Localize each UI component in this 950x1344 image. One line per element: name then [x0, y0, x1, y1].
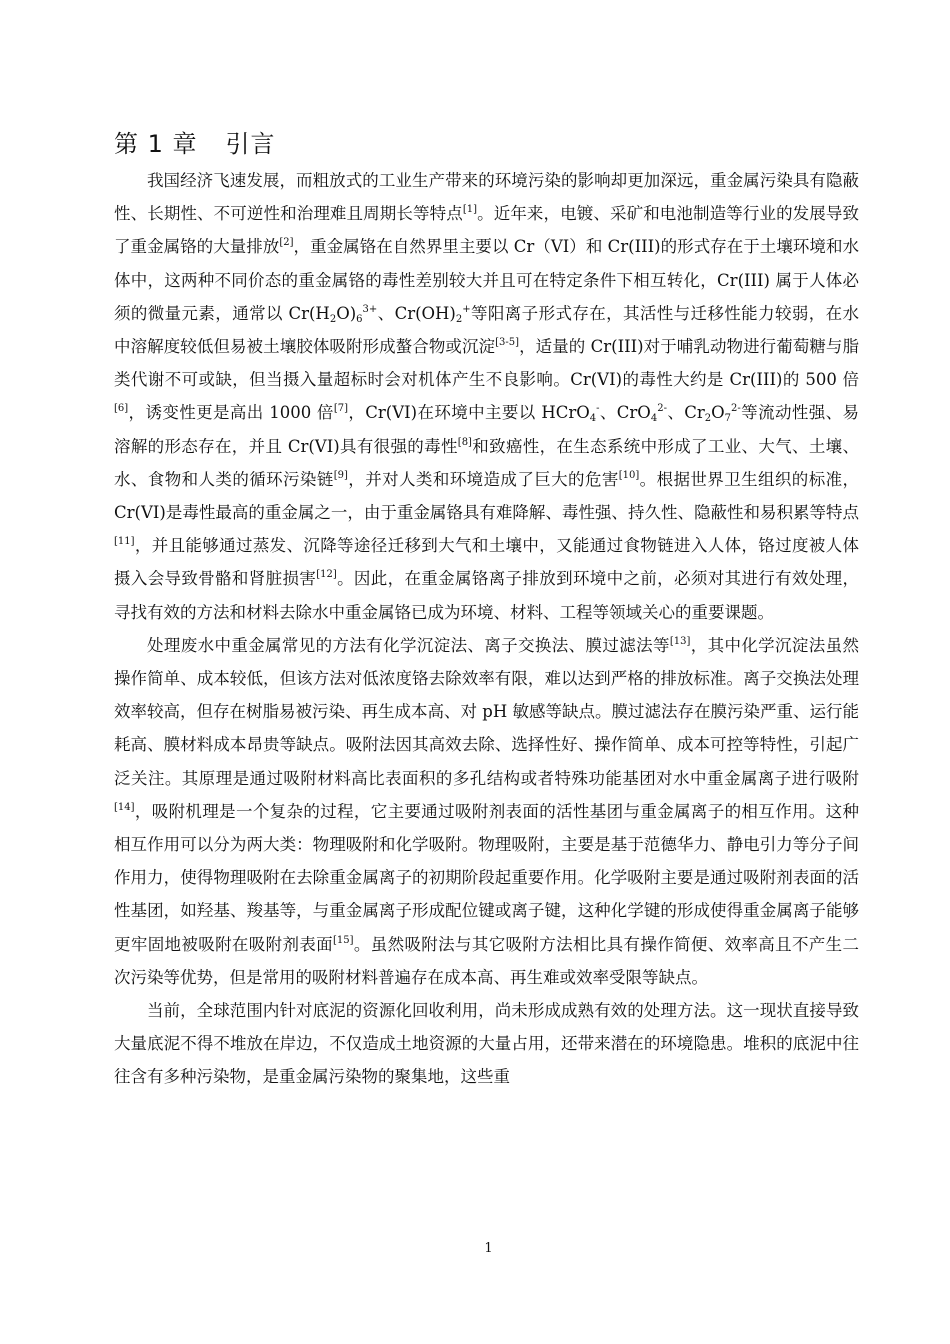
text-run: 等流动性强、易溶解的形态存在，并且 Cr(VI)具有很强的毒性: [114, 403, 860, 456]
text-run: ，Cr(VI)在环境中主要以 HCrO: [347, 403, 590, 423]
text-run: 。近年来，电镀、采矿和电池制造等行业的发展导致了重金属铬的大量排放: [114, 204, 860, 257]
text-run: ，吸附机理是一个复杂的过程，它主要通过吸附剂表面的活性基团与重金属离子的相互作用。这种相互作用可以分为两大类：物理吸附和化学吸附。物理吸附，主要是基于范德华力、静电引力等分子间作用力，使得物理吸附在去除重金属离子的初期阶段起重要作用。化学吸附主要是通过吸附剂表面的活性基团，如羟基、羧基等，与重金属离子形成配位键或离子键，这种化学键的形成使得重金属离子能够更牢固地被吸附在吸附剂表面: [114, 801, 859, 954]
subscript: 6: [356, 313, 363, 325]
paragraph-2: [114, 629, 859, 994]
page-number: 1: [484, 1241, 493, 1256]
subscript: 7: [724, 413, 732, 425]
text-run: 和致癌性，在生态系统中形成了工业、大气、土壤、水、食物和人类的循环污染链: [114, 436, 859, 489]
subscript: 4: [650, 413, 658, 425]
text-run: 当前，全球范围内针对底泥的资源化回收利用，尚未形成成熟有效的处理方法。这一现状直接导致大量底泥不得不堆放在岸边，不仅造成土地资源的大量占用，还带来潜在的环境隐患。堆积的底泥中往往含有多种污染物，是重金属污染物的聚集地，这些重: [114, 1001, 859, 1087]
text-run: 、Cr(OH): [377, 303, 456, 323]
text-run: 。虽然吸附法与其它吸附方法相比具有操作简便、效率高且不产生二次污染等优势，但是常用的吸附材料普遍存在成本高、再生难或效率受限等缺点。: [114, 934, 860, 987]
chapter-number: 第 1 章: [114, 130, 198, 158]
text-run: O: [711, 403, 725, 423]
text-run: 、CrO: [599, 403, 651, 423]
text-run: ，重金属铬在自然界里主要以 Cr（VI）和 Cr(III)的形式存在于土壤环境和水体中，这两种不同价态的重金属铬的毒性差别较大并且可在特定条件下相互转化，Cr(III) 属于人体必须的微量元素，通常以 Cr(H: [114, 237, 859, 323]
chapter-heading: [114, 124, 276, 159]
superscript: 2-: [657, 403, 667, 415]
text-run: 、Cr: [666, 403, 705, 423]
citation-ref: [2]: [279, 237, 294, 249]
citation-ref: [9]: [333, 469, 348, 481]
subscript: 2: [329, 313, 337, 325]
paragraph-1: [114, 164, 859, 629]
text-run: ，并对人类和环境造成了巨大的危害: [347, 469, 619, 489]
text-run: O): [336, 303, 357, 323]
citation-ref: [8]: [457, 436, 472, 448]
citation-ref: [6]: [114, 403, 129, 415]
text-run: 处理废水中重金属常见的方法有化学沉淀法、离子交换法、膜过滤法等: [147, 635, 670, 655]
superscript: -: [596, 403, 600, 415]
citation-ref: [1]: [462, 204, 477, 216]
citation-ref: [15]: [333, 934, 354, 946]
citation-ref: [10]: [618, 469, 640, 481]
citation-ref: [14]: [114, 801, 135, 813]
citation-ref: [13]: [669, 635, 691, 647]
superscript: +: [462, 303, 471, 315]
superscript: 3+: [362, 303, 378, 315]
subscript: 4: [589, 413, 597, 425]
text-run: 。因此，在重金属铬离子排放到环境中之前，必须对其进行有效处理，寻找有效的方法和材料去除水中重金属铬已成为环境、材料、工程等领域关心的重要课题。: [114, 569, 860, 622]
chapter-title: 引言: [225, 130, 276, 158]
text-run: 我国经济飞速发展，而粗放式的工业生产带来的环境污染的影响却更加深远，重金属污染具有隐蔽性、长期性、不可逆性和治理难且周期长等特点: [114, 171, 859, 224]
body-text: [114, 164, 859, 1094]
citation-ref: [3-5]: [495, 337, 519, 349]
text-run: ，并且能够通过蒸发、沉降等途径迁移到大气和土壤中，又能通过食物链进入人体，铬过度被人体摄入会导致骨骼和肾脏损害: [114, 536, 859, 589]
subscript: 2: [455, 313, 463, 325]
text-run: ，诱变性更是高出 1000 倍: [128, 403, 334, 423]
text-run: 等阳离子形式存在，其活性与迁移性能力较弱，在水中溶解度较低但易被土壤胶体吸附形成螯合物或沉淀: [114, 303, 859, 357]
citation-ref: [7]: [333, 403, 348, 415]
citation-ref: [12]: [316, 569, 337, 581]
citation-ref: [11]: [114, 536, 135, 548]
text-run: ，其中化学沉淀法虽然操作简单、成本较低，但该方法对低浓度铬去除效率有限，难以达到严格的排放标准。离子交换法处理效率较高，但存在树脂易被污染、再生成本高、对 pH 敏感等缺点。膜过滤法存在膜污染严重、运行能耗高、膜材料成本昂贵等缺点。吸附法因其高效去除、选择性好、操作简单、成本可控等特性，引起广泛关注。其原理是通过吸附材料高比表面积的多孔结构或者特殊功能基团对水中重金属离子进行吸附: [114, 635, 860, 788]
superscript: 2-: [731, 403, 741, 415]
subscript: 2: [704, 413, 712, 425]
text-run: 。根据世界卫生组织的标准，Cr(VI)是毒性最高的重金属之一，由于重金属铬具有难降解、毒性强、持久性、隐蔽性和易积累等特点: [114, 469, 860, 523]
paragraph-3: [114, 994, 859, 1094]
text-run: ，适量的 Cr(III)对于哺乳动物进行葡萄糖与脂类代谢不可或缺，但当摄入量超标时会对机体产生不良影响。Cr(VI)的毒性大约是 Cr(III)的 500 倍: [114, 337, 860, 390]
